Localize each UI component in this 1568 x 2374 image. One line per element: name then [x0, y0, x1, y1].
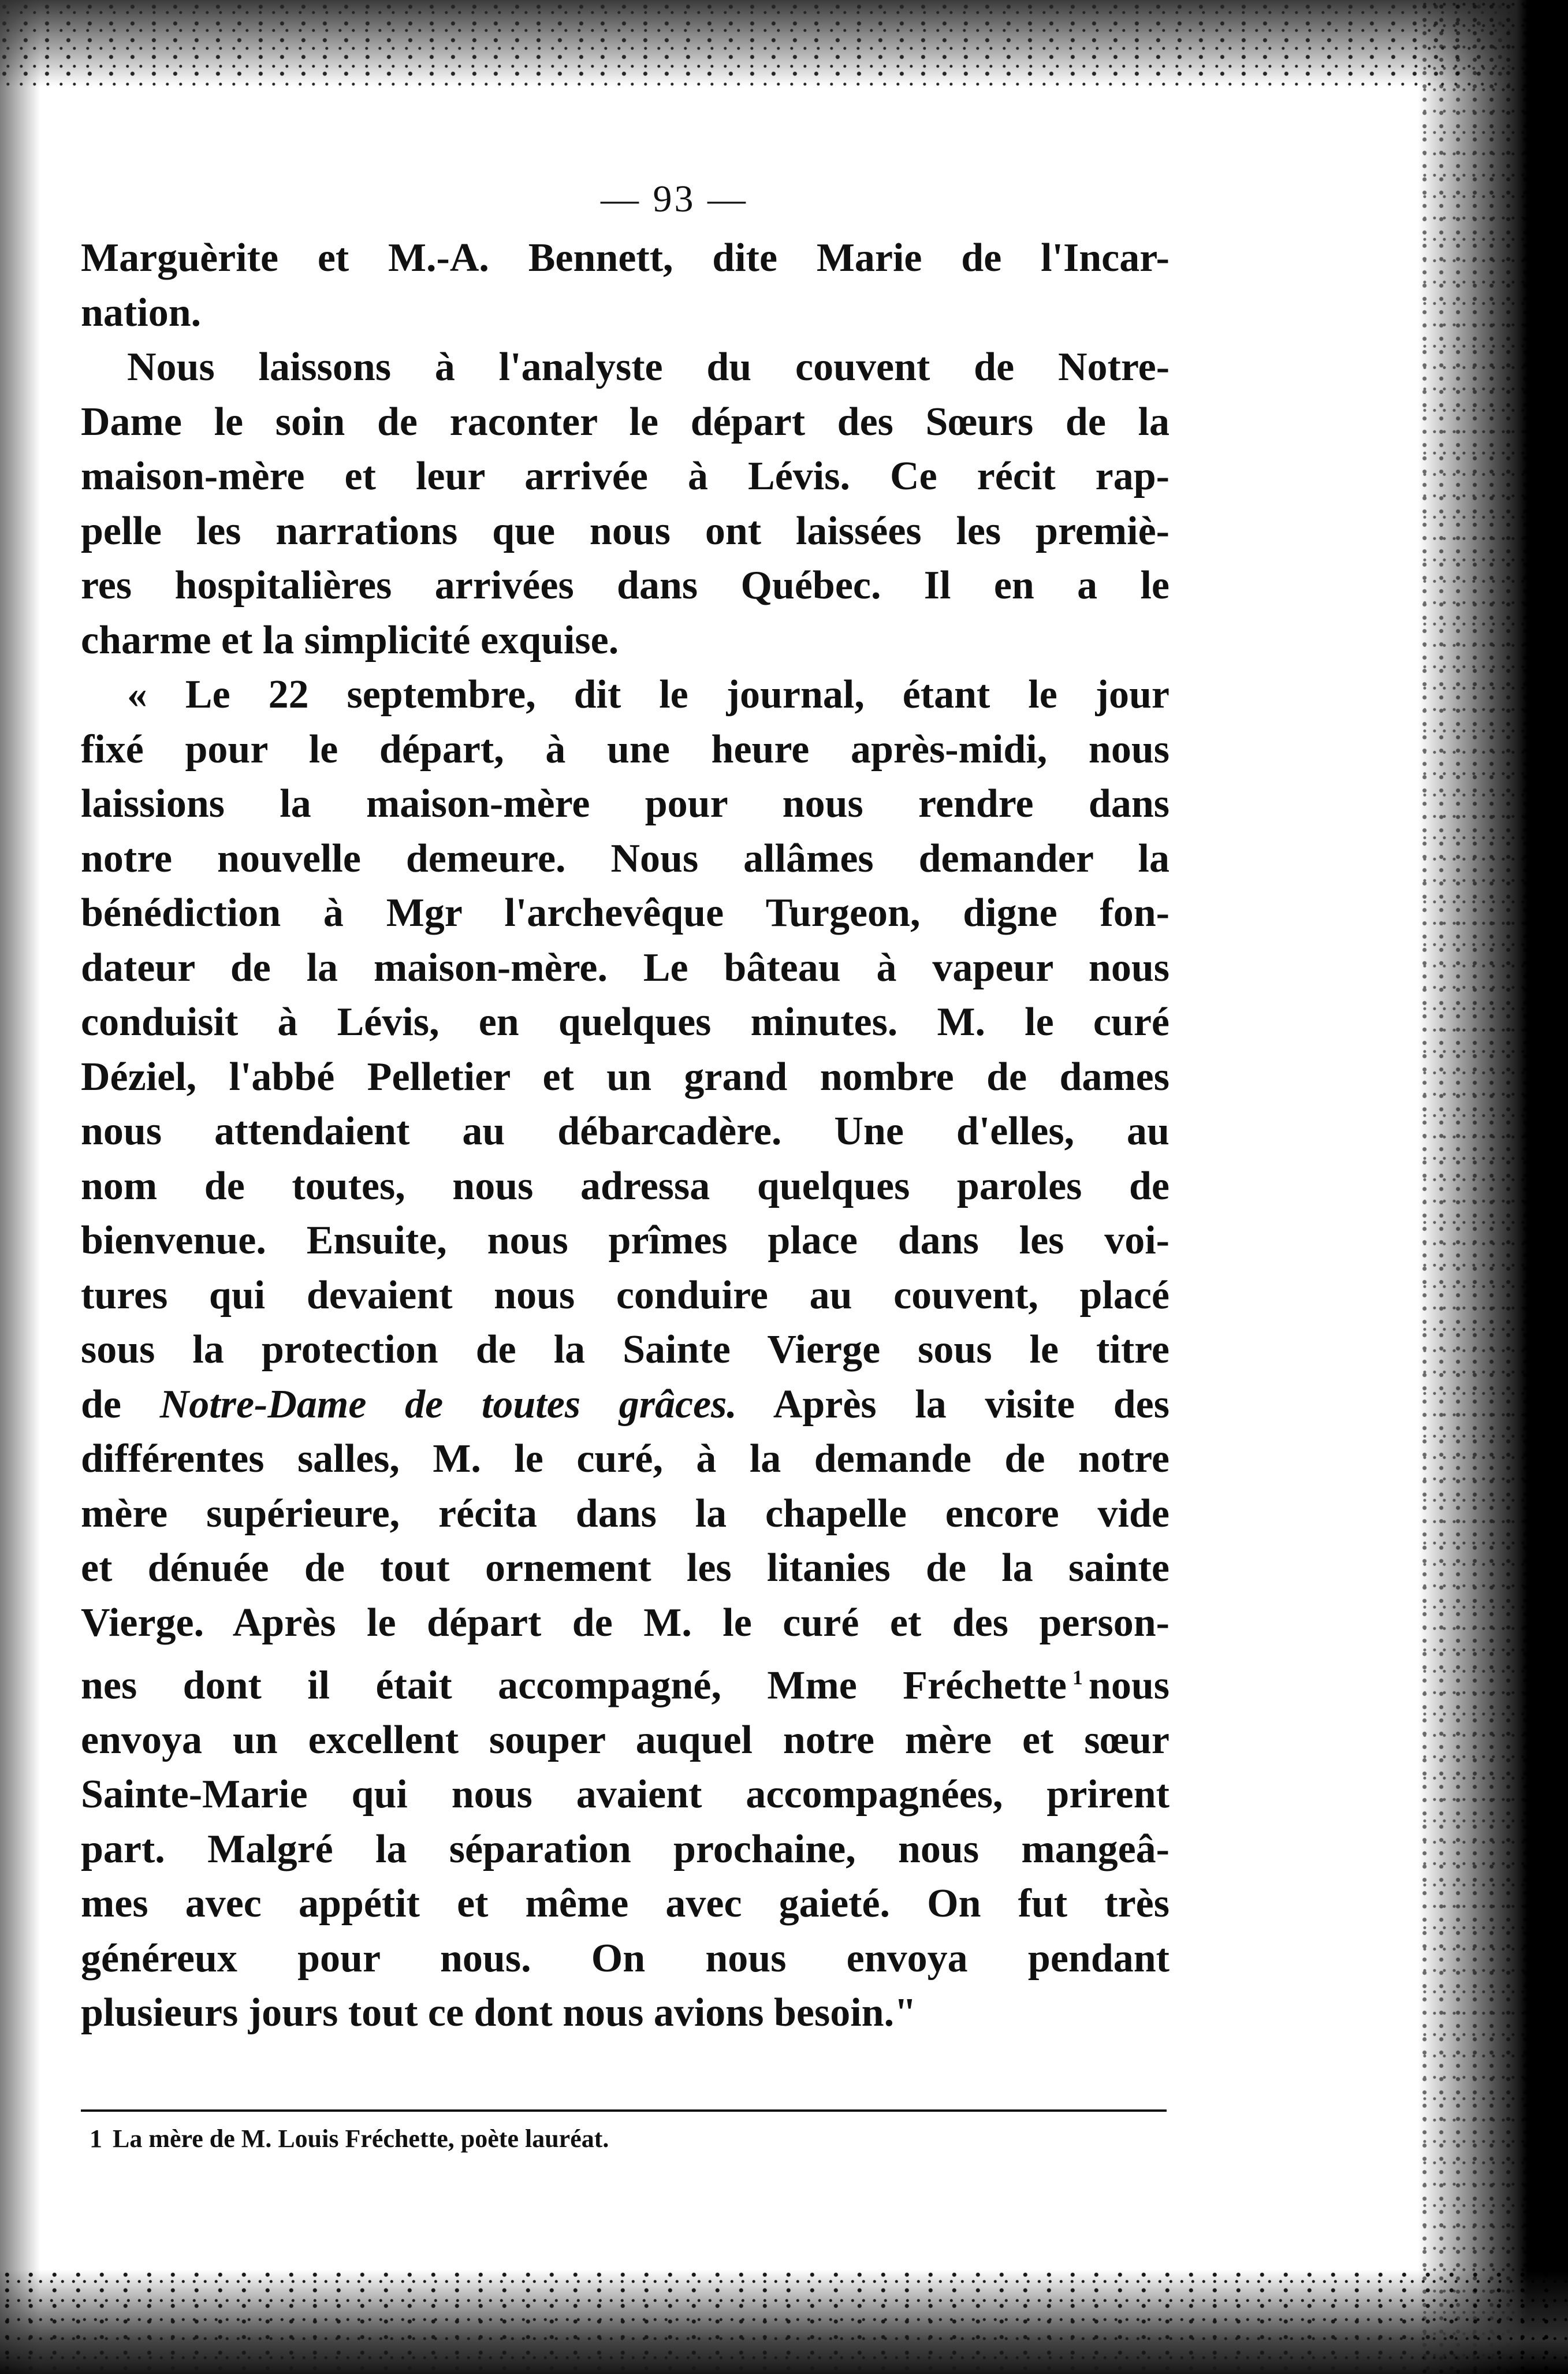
text-line: Nous laissons à l'analyste du couvent de Notre-: [127, 345, 1170, 389]
text-line: Dame le soin de raconter le départ des Sœurs de la: [81, 399, 1170, 444]
footnote-reference: 1: [1072, 1666, 1083, 1689]
footnote-marker: 1: [90, 2124, 102, 2153]
text-line: dateur de la maison-mère. Le bâteau à vapeur nous: [81, 945, 1170, 990]
footnote-divider: [81, 2109, 1167, 2112]
text-line: différentes salles, M. le curé, à la demande de notre: [81, 1437, 1170, 1481]
text-line: Marguèrite et M.-A. Bennett, dite Marie de l'Incar-: [81, 236, 1170, 280]
text-line: part. Malgré la séparation prochaine, nous mangeâ-: [81, 1826, 1170, 1871]
footnote: [90, 2123, 609, 2155]
text-line: bénédiction à Mgr l'archevêque Turgeon, digne fon-: [81, 891, 1170, 935]
scan-noise-right: [1418, 0, 1528, 2374]
text-line: conduisit à Lévis, en quelques minutes. M. le curé: [81, 1000, 1170, 1044]
footnote-text: La mère de M. Louis Fréchette, poète lauréat.: [113, 2124, 609, 2153]
text-line: plusieurs jours tout ce dont nous avions besoin.": [81, 1990, 917, 2036]
text-line: généreux pour nous. On nous envoya pendant: [81, 1936, 1170, 1981]
scan-edge-top: [0, 0, 1568, 87]
text-line: maison-mère et leur arrivée à Lévis. Ce récit rap-: [81, 454, 1170, 498]
text-line: nation.: [81, 290, 202, 335]
text-line: nous attendaient au débarcadère. Une d'elles, au: [81, 1109, 1170, 1153]
paragraph-3: [81, 668, 1170, 2041]
text-line: Vierge. Après le départ de M. le curé et des person-: [81, 1600, 1170, 1645]
text-line: pelle les narrations que nous ont laissées les premiè-: [81, 508, 1170, 553]
text-line: Déziel, l'abbé Pelletier et un grand nombre de dames: [81, 1054, 1170, 1099]
text-line: envoya un excellent souper auquel notre mère et sœur: [81, 1717, 1170, 1762]
text-line: mes avec appétit et même avec gaieté. On fut très: [81, 1881, 1170, 1926]
text-fragment: nous: [1088, 1663, 1170, 1708]
text-line: « Le 22 septembre, dit le journal, étant le jour: [127, 672, 1170, 717]
text-line: mère supérieure, récita dans la chapelle encore vide: [81, 1491, 1170, 1536]
text-line: notre nouvelle demeure. Nous allâmes demander la: [81, 836, 1170, 881]
text-line: charme et la simplicité exquise.: [81, 617, 619, 663]
scan-edge-bottom: [0, 2270, 1568, 2374]
text-fragment: Après la visite des: [773, 1382, 1170, 1427]
scan-edge-left: [0, 0, 40, 2374]
paragraph-1: [81, 231, 1170, 340]
italic-title: Notre-Dame de toutes grâces.: [159, 1382, 737, 1427]
text-line: Sainte-Marie qui nous avaient accompagnées, prirent: [81, 1772, 1170, 1817]
text-fragment: nes dont il était accompagné, Mme Fréchette: [81, 1663, 1067, 1708]
text-fragment: de: [81, 1382, 121, 1427]
text-line: fixé pour le départ, à une heure après-midi, nous: [81, 727, 1170, 772]
text-line: bienvenue. Ensuite, nous prîmes place dans les voi-: [81, 1218, 1170, 1263]
text-line: laissions la maison-mère pour nous rendre dans: [81, 782, 1170, 826]
paragraph-2: [81, 340, 1170, 668]
text-line-with-title: [81, 1378, 1170, 1432]
text-line: res hospitalières arrivées dans Québec. Il en a le: [81, 563, 1170, 608]
text-line: nom de toutes, nous adressa quelques paroles de: [81, 1163, 1170, 1208]
text-line: sous la protection de la Sainte Vierge sous le titre: [81, 1327, 1170, 1372]
text-line: et dénuée de tout ornement les litanies de la sainte: [81, 1546, 1170, 1590]
text-line-with-footnote-ref: [81, 1650, 1170, 1713]
page-number: — 93 —: [601, 178, 748, 220]
page-text: [81, 173, 1170, 2041]
text-line: tures qui devaient nous conduire au couvent, placé: [81, 1272, 1170, 1318]
